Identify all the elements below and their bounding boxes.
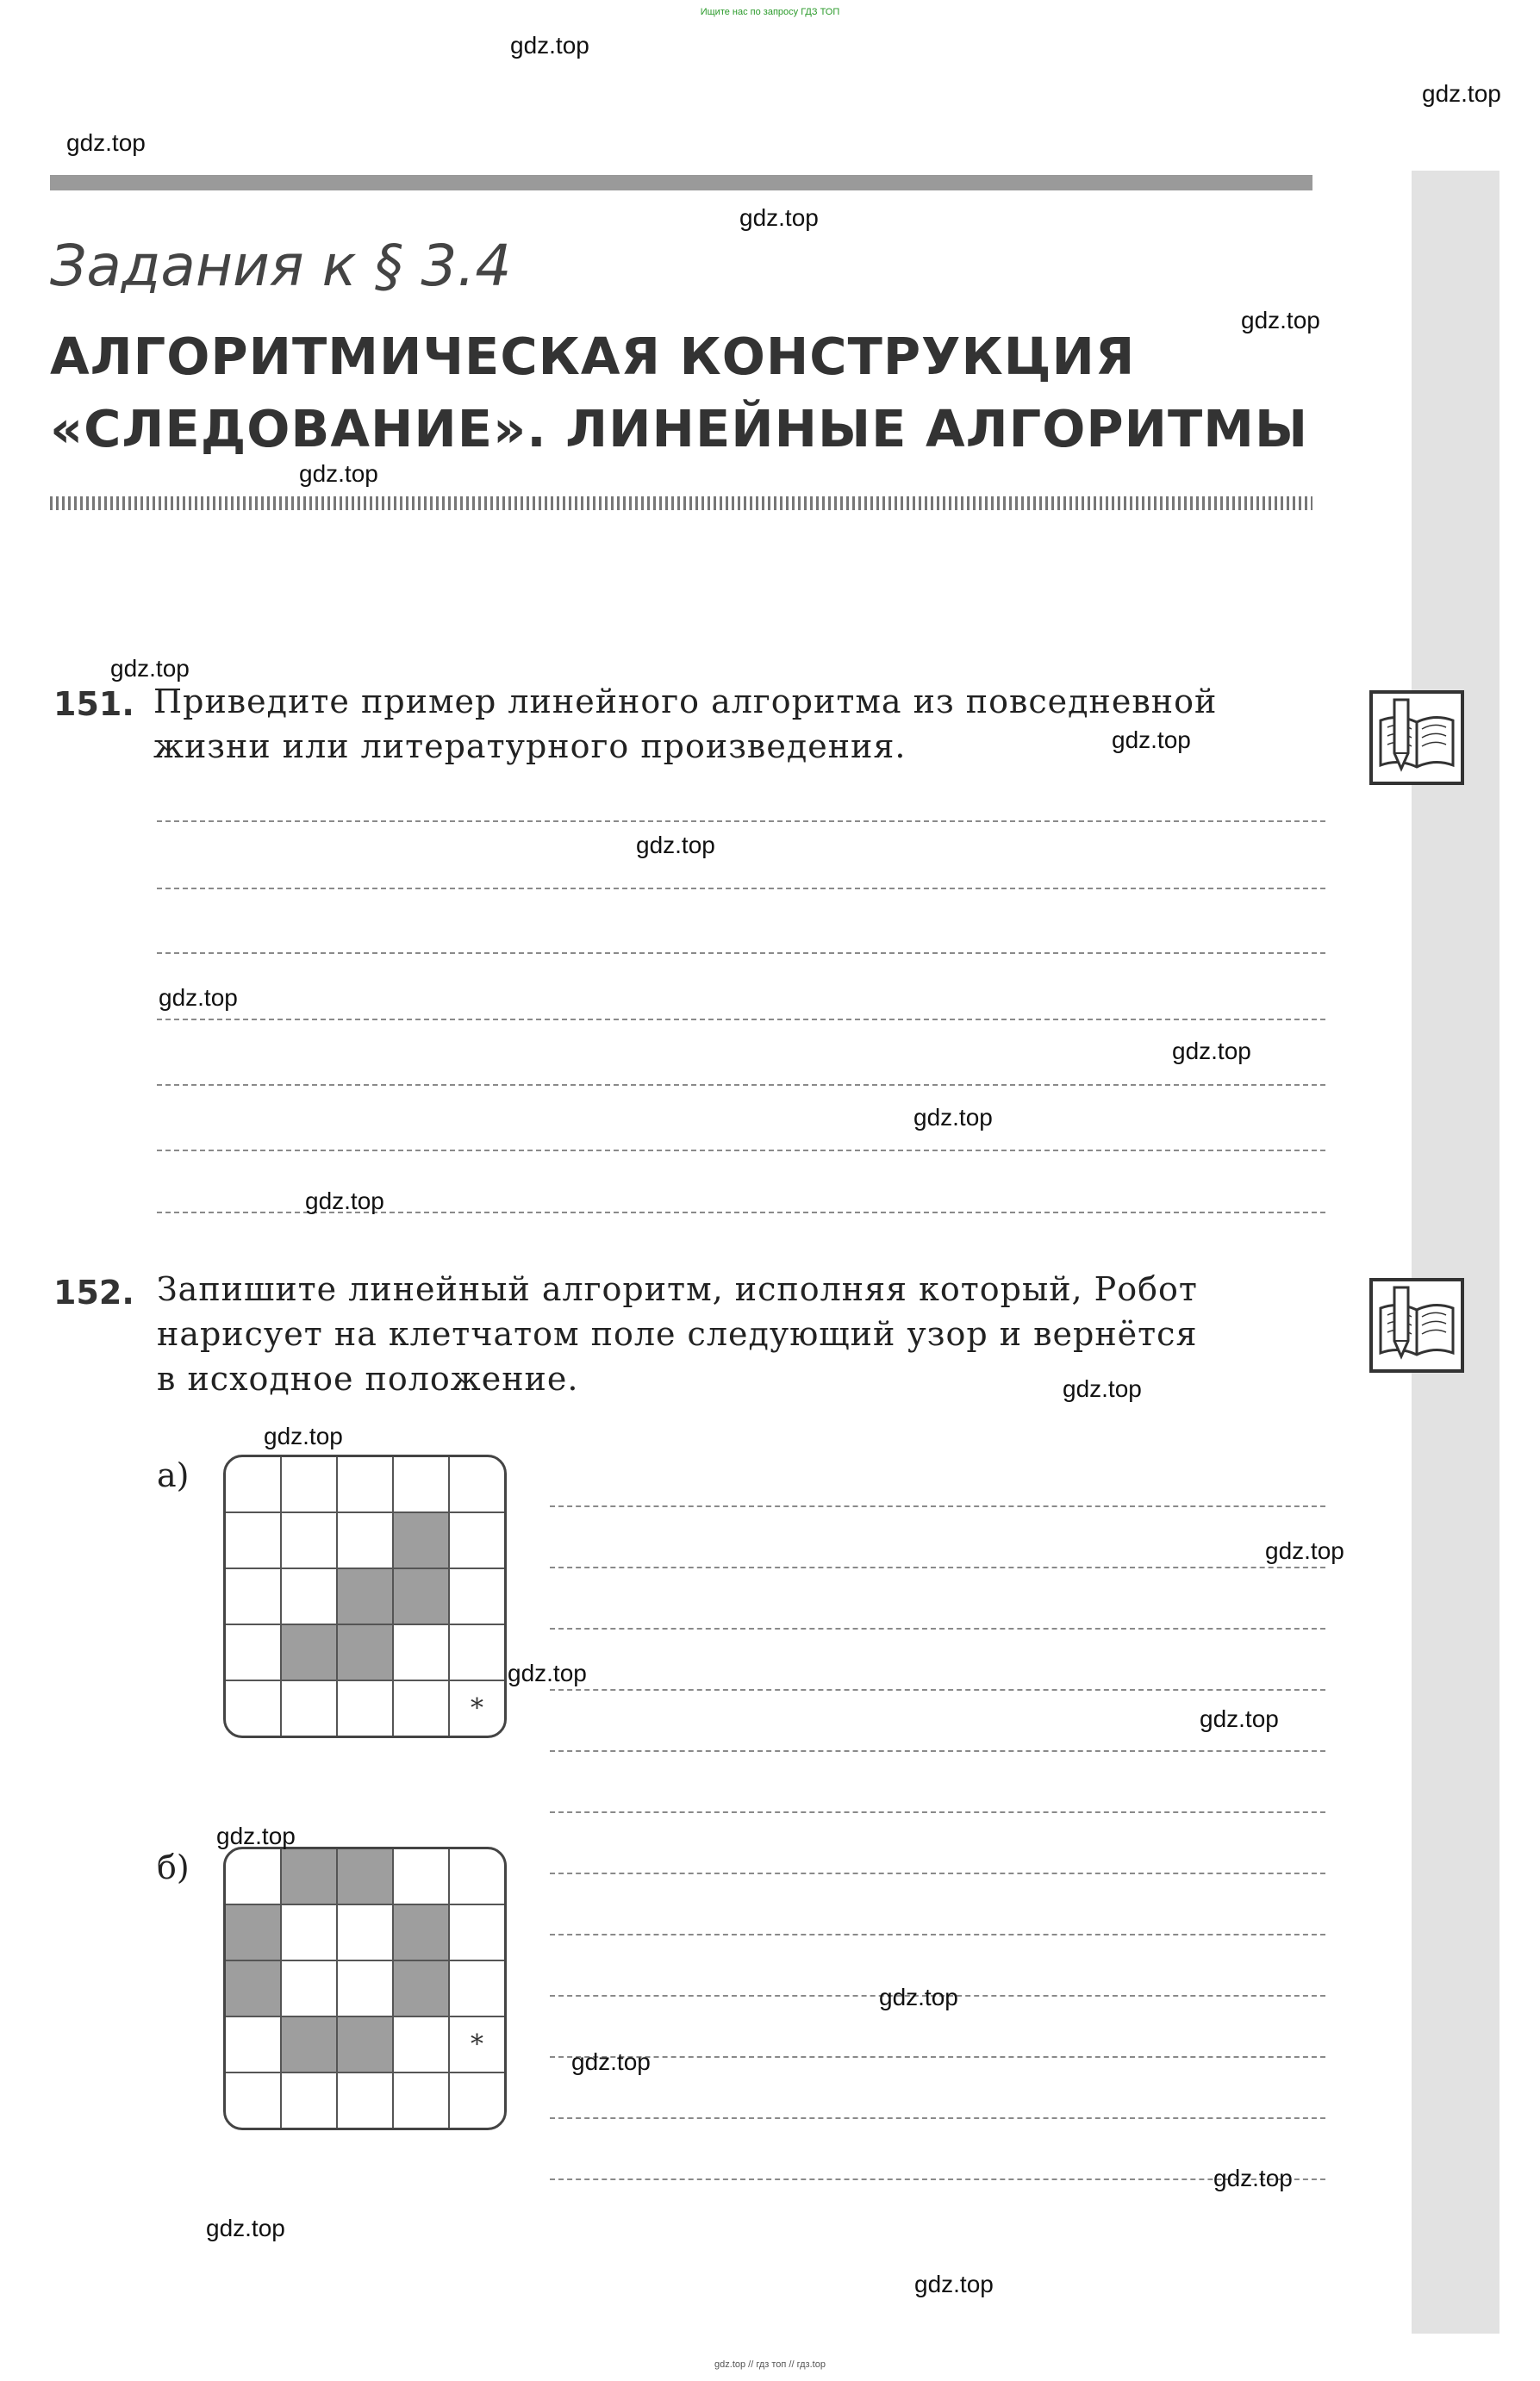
footer-banner[interactable]: gdz.top // гдз топ // гдз.top <box>714 2359 826 2370</box>
answer-line[interactable] <box>157 1150 1325 1151</box>
task-152-line-2: нарисует на клетчатом поле следующий узор и вернётся <box>157 1315 1198 1353</box>
watermark: gdz.top <box>159 984 238 1011</box>
watermark: gdz.top <box>1063 1375 1142 1402</box>
watermark: gdz.top <box>1200 1705 1279 1732</box>
part-b-label: б) <box>157 1848 190 1886</box>
watermark: gdz.top <box>299 460 378 487</box>
watermark: gdz.top <box>1213 2165 1293 2191</box>
answer-line[interactable] <box>157 820 1325 822</box>
answer-line[interactable] <box>550 1811 1325 1813</box>
answer-line[interactable] <box>550 1505 1325 1507</box>
task-151-line-2: жизни или литературного произведения. <box>153 727 907 765</box>
watermark: gdz.top <box>1241 307 1320 333</box>
watermark: gdz.top <box>1112 726 1191 753</box>
task-152-line-1: Запишите линейный алгоритм, исполняя который, Робот <box>157 1270 1198 1308</box>
answer-line[interactable] <box>157 1019 1325 1020</box>
task-151-text <box>153 679 1325 769</box>
watermark: gdz.top <box>636 832 715 858</box>
side-strip <box>1412 171 1499 2334</box>
section-title: Задания к § 3.4 <box>50 233 512 299</box>
watermark: gdz.top <box>571 2048 651 2075</box>
answer-line[interactable] <box>550 1689 1325 1691</box>
task-151-line-1: Приведите пример линейного алгоритма из повседневной <box>153 683 1218 720</box>
answer-line[interactable] <box>550 1934 1325 1935</box>
task-151-number: 151. <box>53 685 134 723</box>
pattern-grid-a <box>223 1455 507 1738</box>
answer-line[interactable] <box>157 888 1325 889</box>
task-152-text <box>157 1267 1329 1401</box>
answer-line[interactable] <box>550 2056 1325 2058</box>
watermark: gdz.top <box>1265 1537 1344 1564</box>
heading-line-1: АЛГОРИТМИЧЕСКАЯ КОНСТРУКЦИЯ <box>50 327 1136 386</box>
watermark: gdz.top <box>913 1104 993 1131</box>
answer-line[interactable] <box>550 2178 1325 2180</box>
header-bar <box>50 175 1312 190</box>
watermark: gdz.top <box>305 1187 384 1214</box>
task-152-book-pencil-icon <box>1369 1277 1465 1377</box>
hatched-divider <box>50 496 1312 510</box>
task-151-book-pencil-icon <box>1369 689 1465 789</box>
page-heading <box>50 321 1325 465</box>
watermark: gdz.top <box>216 1823 296 1849</box>
answer-line[interactable] <box>550 1628 1325 1630</box>
pattern-grid-b <box>223 1847 507 2130</box>
watermark: gdz.top <box>66 129 146 156</box>
watermark: gdz.top <box>1172 1038 1251 1064</box>
start-marker: * <box>471 1693 483 1723</box>
start-marker: * <box>450 2017 504 2073</box>
answer-line[interactable] <box>157 1084 1325 1086</box>
watermark: gdz.top <box>879 1984 958 2010</box>
part-a-label: а) <box>157 1456 190 1494</box>
watermark: gdz.top <box>110 655 190 682</box>
task-152-line-3: в исходное положение. <box>157 1360 579 1398</box>
answer-line[interactable] <box>550 1750 1325 1752</box>
watermark: gdz.top <box>508 1660 587 1686</box>
watermark: gdz.top <box>914 2271 994 2297</box>
watermark: gdz.top <box>510 32 589 59</box>
answer-line[interactable] <box>550 1567 1325 1568</box>
answer-line[interactable] <box>550 1873 1325 1874</box>
heading-line-2: «СЛЕДОВАНИЕ». ЛИНЕЙНЫЕ АЛГОРИТМЫ <box>50 399 1309 458</box>
watermark: gdz.top <box>1422 80 1501 107</box>
watermark: gdz.top <box>264 1423 343 1449</box>
watermark: gdz.top <box>206 2215 285 2241</box>
answer-line[interactable] <box>550 2117 1325 2119</box>
task-152-number: 152. <box>53 1274 134 1312</box>
answer-line[interactable] <box>157 952 1325 954</box>
watermark: gdz.top <box>739 204 819 231</box>
top-banner[interactable]: Ищите нас по запросу ГДЗ ТОП <box>700 7 840 17</box>
